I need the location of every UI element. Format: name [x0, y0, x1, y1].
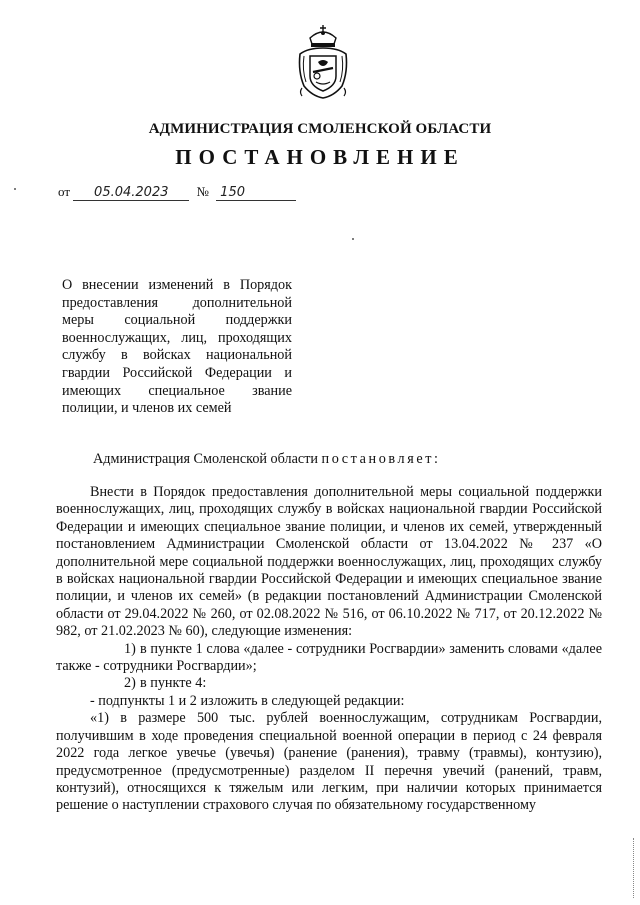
number-label: №	[196, 184, 209, 199]
document-type-heading: ПОСТАНОВЛЕНИЕ	[175, 145, 465, 169]
preamble-decision-word: постановляет:	[321, 451, 441, 467]
preamble-line	[93, 451, 441, 468]
quoted-amendment-paragraph: «1) в размере 500 тыс. рублей военнослужащим, сотрудникам Росгвардии, получившим в ходе проведения специальной военной операции в период с 24 февраля 2022 года легкое увечье (увечья) (ранение (ранения), травму (травмы), контузию), предусмотренное (предусмотренные) разделом II перечня увечий (ранений, травм, контузий), относящихся к тяжелым или легким, при наличии которых принимается решение о наступлении страхового случая по обязательному государственному	[56, 710, 602, 814]
organization-heading: АДМИНИСТРАЦИЯ СМОЛЕНСКОЙ ОБЛАСТИ	[148, 121, 492, 137]
item-2-number: 2)	[124, 675, 136, 692]
item-1-text: в пункте 1 слова «далее - сотрудники Росгвардии» заменить словами «далее также - сотрудники Росгвардии»;	[56, 640, 602, 675]
item-1-number: 1)	[124, 640, 136, 657]
scan-speck	[352, 238, 354, 240]
date-number-line	[58, 184, 296, 201]
date-prefix: от	[58, 184, 71, 199]
subitem-paragraph: - подпункты 1 и 2 изложить в следующей редакции:	[90, 692, 405, 709]
coat-of-arms-emblem	[296, 24, 350, 100]
document-body	[56, 484, 602, 815]
preamble-text: Администрация Смоленской области	[93, 451, 322, 467]
item-2-text: в пункте 4:	[140, 675, 207, 692]
item-1-paragraph	[56, 641, 602, 676]
scan-speck	[14, 188, 16, 190]
body-intro-paragraph: Внести в Порядок предоставления дополнительной меры социальной поддержки военнослужащих, лиц, проходящих службу в войсках национальной гвардии Российской Федерации и имеющих специальное звание полиции, и членов их семей, утвержденный постановлением Администрации Смоленской области от 13.04.2022 № 237 «О дополнительной мере социальной поддержки военнослужащих, лиц, проходящих службу в войсках национальной гвардии Российской Федерации и имеющих специальное звание полиции, и членов их семей» (в редакции постановлений Администрации Смоленской области от 29.04.2022 № 260, от 02.08.2022 № 516, от 06.10.2022 № 717, от 20.12.2022 № 982, от 21.02.2023 № 60), следующие изменения:	[56, 484, 602, 640]
document-subject: О внесении изменений в Порядок предоставления дополнительной меры социальной поддержки военнослужащих, лиц, проходящих службу в войсках национальной гвардии Российской Федерации и имеющих специальное звание полиции, и членов их семей	[62, 277, 292, 417]
handwritten-date: 05.04.2023	[73, 186, 189, 201]
item-2-paragraph	[56, 675, 602, 692]
handwritten-number: 150	[216, 186, 296, 201]
scan-edge-mark	[633, 838, 636, 898]
